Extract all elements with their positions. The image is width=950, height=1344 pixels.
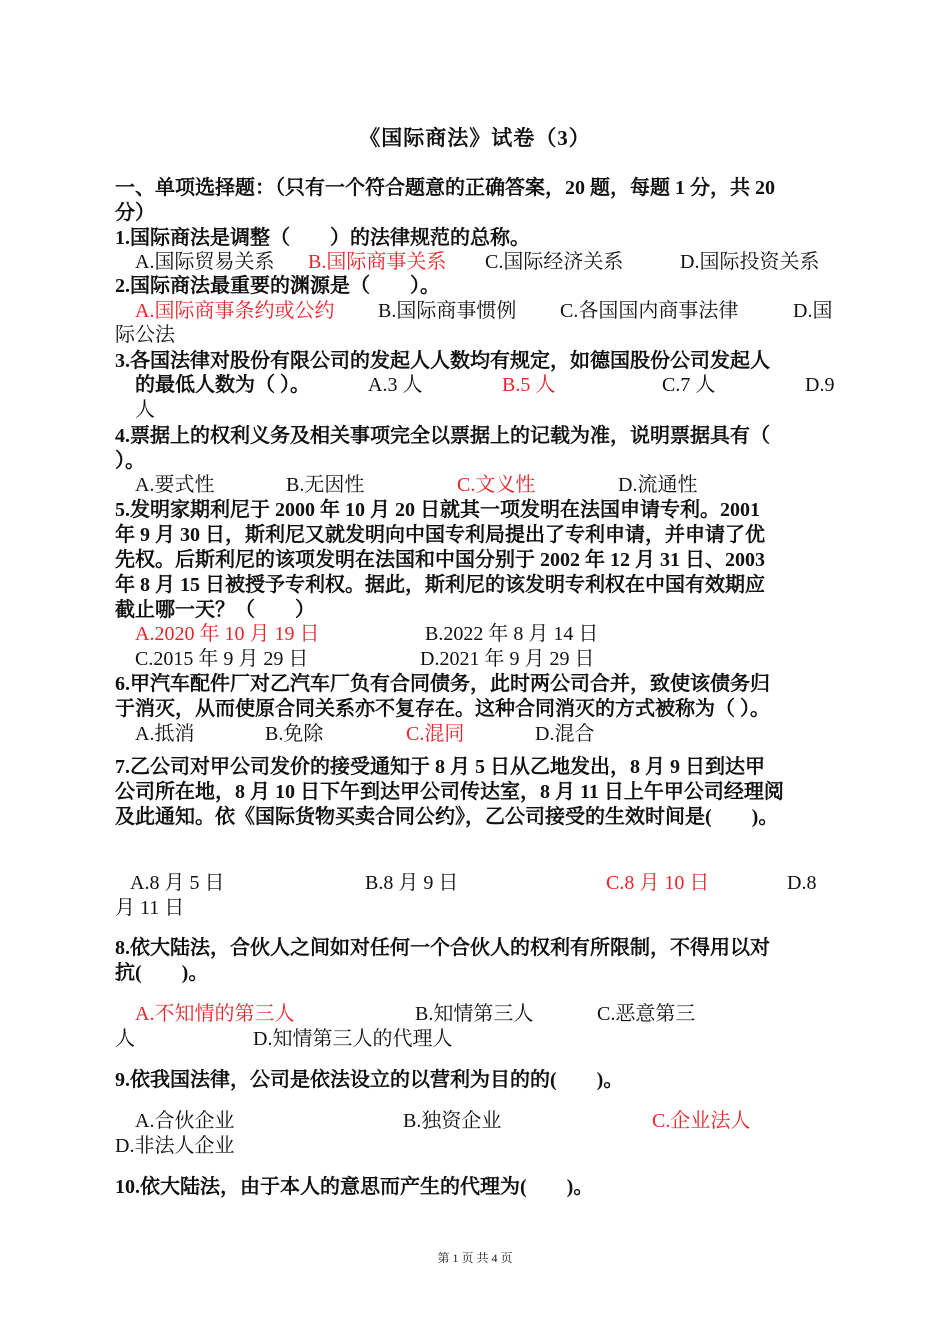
q3-option-d: D.9 — [805, 374, 835, 396]
q8-option-d: D.知情第三人的代理人 — [253, 1028, 453, 1050]
page-title: 《国际商法》试卷（3） — [359, 126, 591, 150]
q7-option-b: B.8 月 9 日 — [365, 872, 459, 894]
q1-option-d: D.国际投资关系 — [680, 251, 820, 273]
q9-option-b: B.独资企业 — [403, 1110, 502, 1132]
q7-option-d-cont: 月 11 日 — [115, 897, 185, 919]
q7-option-d: D.8 — [787, 872, 817, 894]
q9-option-a: A.合伙企业 — [135, 1110, 235, 1132]
section-heading-cont: 分） — [115, 202, 155, 224]
section-heading: 一、单项选择题：（只有一个符合题意的正确答案，20 题，每题 1 分，共 20 — [115, 177, 775, 199]
question-8-stem-cont: 抗( )。 — [115, 962, 209, 984]
q4-option-a: A.要式性 — [135, 474, 215, 496]
q2-option-d-cont: 际公法 — [115, 324, 175, 346]
q5-option-c: C.2015 年 9 月 29 日 — [135, 648, 309, 670]
q2-option-c: C.各国国内商事法律 — [560, 300, 739, 322]
question-8-stem: 8.依大陆法，合伙人之间如对任何一个合伙人的权利有所限制，不得用以对 — [115, 937, 770, 959]
q8-option-b: B.知情第三人 — [415, 1003, 534, 1025]
question-4-stem-cont: ）。 — [115, 450, 145, 472]
question-1-stem: 1.国际商法是调整（ ）的法律规范的总称。 — [115, 227, 530, 249]
question-3-stem-cont: 的最低人数为（ ）。 — [135, 374, 310, 396]
question-5-stem-2: 年 9 月 30 日，斯利尼又就发明向中国专利局提出了专利申请，并申请了优 — [115, 524, 765, 546]
q7-option-c-answer: C.8 月 10 日 — [606, 872, 710, 894]
q4-option-d: D.流通性 — [618, 474, 698, 496]
q6-option-d: D.混合 — [535, 723, 595, 745]
q9-option-c-answer: C.企业法人 — [652, 1110, 751, 1132]
question-6-stem-cont: 于消灭，从而使原合同关系亦不复存在。这种合同消灭的方式被称为（ ）。 — [115, 698, 770, 720]
q1-option-c: C.国际经济关系 — [485, 251, 624, 273]
question-5-stem-5: 截止哪一天？（ ） — [115, 599, 315, 621]
q7-option-a: A.8 月 5 日 — [130, 872, 225, 894]
q3-option-a: A.3 人 — [368, 374, 423, 396]
q6-option-b: B.免除 — [265, 723, 324, 745]
q1-option-a: A.国际贸易关系 — [135, 251, 275, 273]
q2-option-a-answer: A.国际商事条约或公约 — [135, 300, 335, 322]
question-6-stem: 6.甲汽车配件厂对乙汽车厂负有合同债务，此时两公司合并，致使该债务归 — [115, 673, 770, 695]
q8-option-a-answer: A.不知情的第三人 — [135, 1003, 295, 1025]
q9-option-d: D.非法人企业 — [115, 1135, 235, 1157]
q8-option-c: C.恶意第三 — [597, 1003, 696, 1025]
question-5-stem-4: 年 8 月 15 日被授予专利权。据此，斯利尼的该发明专利权在中国有效期应 — [115, 574, 765, 596]
question-5-stem: 5.发明家期利尼于 2000 年 10 月 20 日就其一项发明在法国申请专利。2001 — [115, 499, 760, 521]
question-7-stem-3: 及此通知。依《国际货物买卖合同公约》，乙公司接受的生效时间是( )。 — [115, 806, 779, 828]
q4-option-c-answer: C.文义性 — [457, 474, 536, 496]
question-3-stem: 3.各国法律对股份有限公司的发起人人数均有规定，如德国股份公司发起人 — [115, 350, 770, 372]
q3-option-c: C.7 人 — [662, 374, 716, 396]
q6-option-a: A.抵消 — [135, 723, 195, 745]
q5-option-d: D.2021 年 9 月 29 日 — [420, 648, 595, 670]
question-4-stem: 4.票据上的权利义务及相关事项完全以票据上的记载为准，说明票据具有（ — [115, 425, 770, 447]
question-10-stem: 10.依大陆法，由于本人的意思而产生的代理为( )。 — [115, 1176, 594, 1198]
q4-option-b: B.无因性 — [286, 474, 365, 496]
question-9-stem: 9.依我国法律，公司是依法设立的以营利为目的的( )。 — [115, 1069, 624, 1091]
q6-option-c-answer: C.混同 — [406, 723, 465, 745]
question-7-stem-2: 公司所在地，8 月 10 日下午到达甲公司传达室，8 月 11 日上午甲公司经理阅 — [115, 781, 784, 803]
q8-option-c-cont: 人 — [115, 1028, 135, 1050]
q2-option-b: B.国际商事惯例 — [378, 300, 517, 322]
q3-option-b-answer: B.5 人 — [502, 374, 556, 396]
q2-option-d: D.国 — [793, 300, 833, 322]
q1-option-b-answer: B.国际商事关系 — [308, 251, 447, 273]
question-5-stem-3: 先权。后斯利尼的该项发明在法国和中国分别于 2002 年 12 月 31 日、2003 — [115, 549, 765, 571]
question-7-stem: 7.乙公司对甲公司发价的接受通知于 8 月 5 日从乙地发出，8 月 9 日到达甲 — [115, 756, 765, 778]
q3-option-d-cont: 人 — [135, 399, 155, 421]
question-2-stem: 2.国际商法最重要的渊源是（ ）。 — [115, 275, 440, 297]
q5-option-b: B.2022 年 8 月 14 日 — [425, 623, 599, 645]
q5-option-a-answer: A.2020 年 10 月 19 日 — [135, 623, 320, 645]
page-footer: 第 1 页 共 4 页 — [437, 1251, 513, 1265]
